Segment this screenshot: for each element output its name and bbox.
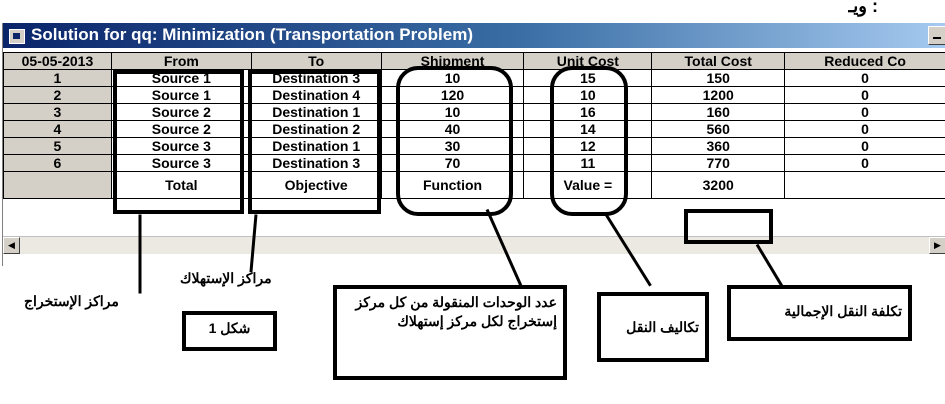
cell-total-cost[interactable]: 360 [652, 138, 785, 155]
total-cost-text: تكلفة النقل الإجمالية [784, 303, 902, 319]
total-row-header[interactable] [4, 172, 112, 199]
cell-shipment[interactable]: 40 [381, 121, 524, 138]
total-cell-empty[interactable] [785, 172, 945, 199]
cell-from[interactable]: Source 2 [111, 104, 251, 121]
cell-total-cost[interactable]: 1200 [652, 87, 785, 104]
row-number[interactable]: 3 [4, 104, 112, 121]
cell-total-cost[interactable]: 150 [652, 70, 785, 87]
shipment-column-highlight [396, 66, 513, 216]
extraction-pointer-line [139, 215, 142, 294]
app-icon[interactable] [9, 29, 25, 44]
cell-reduced-cost[interactable]: 0 [785, 121, 945, 138]
transport-costs-text: تكاليف النقل [626, 319, 699, 335]
cell-total-cost[interactable]: 560 [652, 121, 785, 138]
cell-to[interactable]: Destination 2 [251, 121, 381, 138]
total-value-highlight [684, 209, 773, 244]
cell-shipment[interactable]: 10 [381, 70, 524, 87]
cell-unit-cost[interactable]: 10 [524, 87, 652, 104]
consumption-centers-label: مراكز الإستهلاك [180, 270, 272, 286]
figure-label-box [182, 311, 277, 351]
title-bar[interactable] [3, 23, 945, 48]
minimize-button[interactable] [928, 26, 945, 45]
total-cell-value-label[interactable]: Value = [524, 172, 652, 199]
cell-from[interactable]: Source 2 [111, 121, 251, 138]
scroll-right-icon[interactable]: ▶ [929, 237, 945, 254]
units-shipped-callout [333, 285, 567, 380]
transport-costs-callout [597, 292, 709, 362]
total-cell-function[interactable]: Function [381, 172, 524, 199]
total-cell-label[interactable]: Total [111, 172, 251, 199]
cell-unit-cost[interactable]: 14 [524, 121, 652, 138]
cell-unit-cost[interactable]: 15 [524, 70, 652, 87]
cell-unit-cost[interactable]: 16 [524, 104, 652, 121]
cell-to[interactable]: Destination 3 [251, 70, 381, 87]
header-unit-cost[interactable]: Unit Cost [524, 53, 652, 70]
cell-unit-cost[interactable]: 11 [524, 155, 652, 172]
row-number[interactable]: 5 [4, 138, 112, 155]
cell-from[interactable]: Source 1 [111, 70, 251, 87]
unit-cost-column-highlight [550, 66, 628, 216]
cell-reduced-cost[interactable]: 0 [785, 155, 945, 172]
total-cell-value[interactable]: 3200 [652, 172, 785, 199]
cell-shipment[interactable]: 70 [381, 155, 524, 172]
cell-to[interactable]: Destination 1 [251, 104, 381, 121]
cell-from[interactable]: Source 3 [111, 155, 251, 172]
cell-total-cost[interactable]: 770 [652, 155, 785, 172]
cell-reduced-cost[interactable]: 0 [785, 104, 945, 121]
cell-to[interactable]: Destination 4 [251, 87, 381, 104]
cell-shipment[interactable]: 120 [381, 87, 524, 104]
row-number[interactable]: 2 [4, 87, 112, 104]
total-cost-callout [727, 285, 912, 341]
cell-shipment[interactable]: 30 [381, 138, 524, 155]
scroll-left-icon[interactable]: ◀ [3, 237, 20, 254]
cell-reduced-cost[interactable]: 0 [785, 87, 945, 104]
cell-total-cost[interactable]: 160 [652, 104, 785, 121]
to-column-highlight [248, 70, 381, 214]
cell-unit-cost[interactable]: 12 [524, 138, 652, 155]
header-to[interactable]: To [251, 53, 381, 70]
row-number[interactable]: 6 [4, 155, 112, 172]
from-column-highlight [113, 70, 244, 214]
row-number[interactable]: 4 [4, 121, 112, 138]
total-cell-objective[interactable]: Objective [251, 172, 381, 199]
cell-reduced-cost[interactable]: 0 [785, 70, 945, 87]
cell-from[interactable]: Source 3 [111, 138, 251, 155]
header-date[interactable]: 05-05-2013 [4, 53, 112, 70]
row-number[interactable]: 1 [4, 70, 112, 87]
extraction-centers-label: مراكز الإستخراج [24, 293, 119, 309]
cell-shipment[interactable]: 10 [381, 104, 524, 121]
cell-from[interactable]: Source 1 [111, 87, 251, 104]
horizontal-scrollbar[interactable] [3, 236, 945, 254]
page-header-fragment: ويـ : [848, 0, 878, 16]
cell-reduced-cost[interactable]: 0 [785, 138, 945, 155]
header-total-cost[interactable]: Total Cost [652, 53, 785, 70]
header-reduced-cost[interactable]: Reduced Co [785, 53, 945, 70]
cell-to[interactable]: Destination 3 [251, 155, 381, 172]
figure-label: شكل 1 [208, 320, 251, 336]
header-shipment[interactable]: Shipment [381, 53, 524, 70]
units-shipped-text: عدد الوحدات المنقولة من كل مركز إستخراج لكل مركز إستهلاك [355, 294, 557, 329]
header-from[interactable]: From [111, 53, 251, 70]
cell-to[interactable]: Destination 1 [251, 138, 381, 155]
window-title: Solution for qq: Minimization (Transportation Problem) [31, 25, 473, 44]
